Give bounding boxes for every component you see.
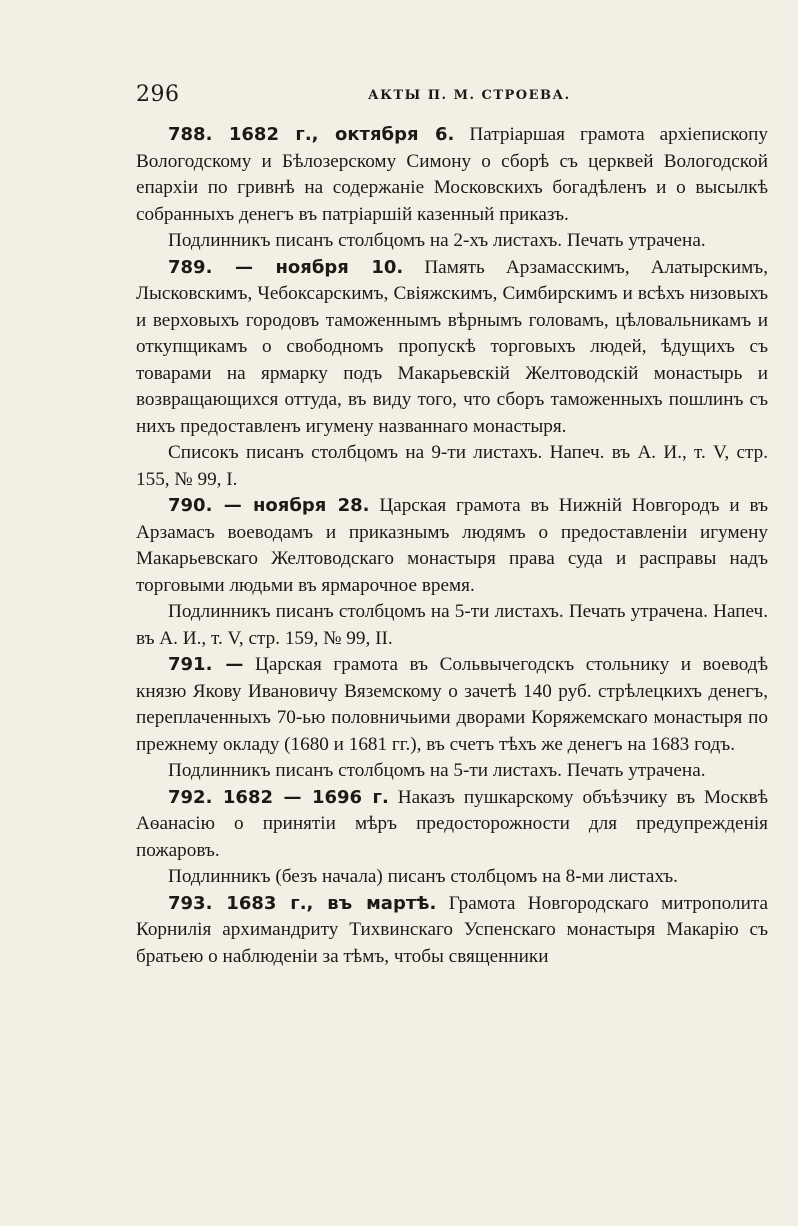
entries (136, 122, 768, 970)
entry-note: Списокъ писанъ столбцомъ на 9-ти листахъ. Напеч. въ А. И., т. V, стр. 155, № 99, I. (136, 442, 768, 490)
page-header (136, 82, 768, 122)
entry-790 (136, 493, 768, 599)
entry-heading: 790. — ноября 28. (168, 495, 370, 516)
entry-heading: 788. 1682 г., октября 6. (168, 124, 455, 145)
entry-text: Наказъ пушкарскому объѣзчику въ Москвѣ Аѳанасію о принятіи мѣръ предосторожности для предупрежденія пожаровъ. (136, 786, 768, 861)
entry-heading: 792. 1682 — 1696 г. (168, 786, 389, 808)
entry-793 (136, 891, 768, 971)
entry-note: Подлинникъ писанъ столбцомъ на 2-хъ листахъ. Печать утрачена. (168, 230, 706, 251)
entry-text: Память Арзамасскимъ, Алатырскимъ, Лысковскимъ, Чебоксарскимъ, Свіяжскимъ, Симбирскимъ и всѣхъ низовыхъ и верховыхъ городовъ таможеннымъ вѣрнымъ головамъ, цѣловальникамъ и откупщикамъ о свободномъ пропускѣ торговыхъ людей, ѣдущихъ съ товарами на ярмарку подъ Макарьевскій Желтоводскій монастырь и возвращающихся оттуда, въ виду того, что сборъ таможенныхъ пошлинъ съ нихъ предоставленъ игумену названнаго монастыря. (136, 256, 769, 437)
page-number: 296 (136, 82, 180, 107)
entry-792 (136, 785, 768, 865)
entry-789 (136, 255, 768, 441)
entry-text: Царская грамота въ Нижній Новгородъ и въ Арзамасъ воеводамъ и приказнымъ людямъ о предоставленіи игумену Макарьевскаго Желтоводскаго монастыря права суда и расправы надъ торговыми людьми въ ярмарочное время. (136, 495, 768, 596)
entry-note: Подлинникъ писанъ столбцомъ на 5-ти листахъ. Печать утрачена. Напеч. въ А. И., т. V, стр. 159, № 99, II. (136, 601, 768, 649)
entry-text: Грамота Новгородскаго митрополита Корнилія архимандриту Тихвинскаго Успенскаго монастыря Макарію съ братьею о наблюденіи за тѣмъ, чтобы священники (136, 892, 768, 967)
entry-788 (136, 122, 768, 228)
entry-heading: 793. 1683 г., въ мартѣ. (168, 892, 437, 914)
entry-791 (136, 652, 768, 758)
entry-heading: 791. — (168, 654, 244, 675)
running-title: АКТЫ П. М. СТРОЕВА. (368, 88, 571, 103)
entry-text: Патріаршая грамота архіепископу Вологодскому и Бѣлозерскому Симону о сборѣ съ церквей Вологодской епархіи по гривнѣ на содержаніе Московскихъ богадѣленъ и о высылкѣ собранныхъ денегъ въ патріаршій казенный приказъ. (136, 124, 768, 225)
entry-heading: 789. — ноября 10. (168, 256, 404, 278)
entry-note: Подлинникъ (безъ начала) писанъ столбцомъ на 8-ми листахъ. (168, 866, 678, 887)
entry-text: Царская грамота въ Сольвычегодскъ стольнику и воеводѣ князю Якову Ивановичу Вяземскому о зачетѣ 140 руб. стрѣлецкихъ денегъ, переплаченныхъ 70-ью половничьими дворами Коряжемскаго монастыря по прежнему окладу (1680 и 1681 гг.), въ счетъ тѣхъ же денегъ на 1683 годъ. (136, 654, 768, 755)
entry-note: Подлинникъ писанъ столбцомъ на 5-ти листахъ. Печать утрачена. (168, 760, 706, 781)
